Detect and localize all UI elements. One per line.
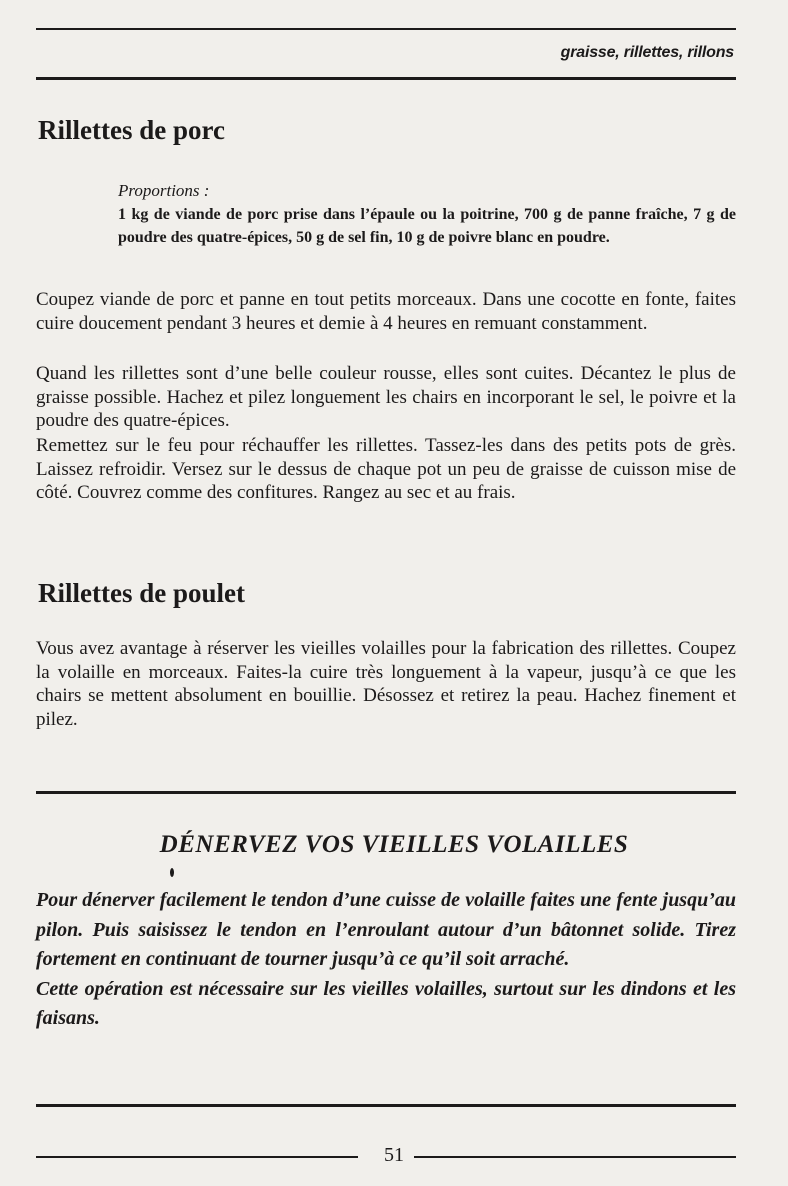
tip-text bbox=[36, 886, 736, 1034]
proportions-text: 1 kg de viande de porc prise dans l’épaule ou la poitrine, 700 g de panne fraîche, 7 g de poudre des quatre-épices, 50 g de sel fin, 10 g de poivre blanc en poudre. bbox=[118, 206, 736, 246]
header-rule bbox=[36, 77, 736, 80]
recipe-paragraph: Vous avez avantage à réserver les vieilles volailles pour la fabrication des rillettes. Coupez la volaille en morceaux. Faites-la cuire très longuement à la vapeur, jusqu’à ce que les chairs se mettent absolument en bouillie. Désossez et retirez la peau. Hachez finement et pilez. bbox=[36, 638, 736, 730]
tip-paragraph: Pour dénerver facilement le tendon d’une cuisse de volaille faites une fente jusqu’au pilon. Puis saisissez le tendon en l’enroulant autour d’un bâtonnet solide. Tirez fortement en continuant de tourner jusqu’à ce qu’il soit arraché. bbox=[36, 889, 736, 970]
recipe-title: Rillettes de poulet bbox=[38, 578, 245, 608]
top-rule bbox=[36, 28, 736, 30]
ink-speck bbox=[170, 868, 174, 877]
box-top-rule bbox=[36, 791, 736, 794]
recipe-paragraph: Remettez sur le feu pour réchauffer les rillettes. Tassez-les dans des petits pots de grès. Laissez refroidir. Versez sur le dessus de chaque pot un peu de graisse de cuisson mise de côté. Couvrez comme des confitures. Rangez au sec et au frais. bbox=[36, 435, 736, 504]
page-number: 51 bbox=[384, 1144, 404, 1166]
recipe-paragraph: Coupez viande de porc et panne en tout petits morceaux. Dans une cocotte en fonte, faites cuire doucement pendant 3 heures et demie à 4 heures en remuant constamment. bbox=[36, 289, 736, 334]
tip-paragraph: Cette opération est nécessaire sur les vieilles volailles, surtout sur les dindons et les faisans. bbox=[36, 977, 736, 1029]
recipe-title: Rillettes de porc bbox=[38, 115, 225, 145]
tip-title: DÉNERVEZ VOS VIEILLES VOLAILLES bbox=[159, 831, 629, 858]
box-bottom-rule bbox=[36, 1104, 736, 1107]
recipe-paragraph: Quand les rillettes sont d’une belle couleur rousse, elles sont cuites. Décantez le plus de graisse possible. Hachez et pilez longuement les chairs en incorporant le sel, le poivre et la poudre des quatre-épices. bbox=[36, 363, 736, 432]
proportions-label: Proportions : bbox=[118, 181, 210, 200]
running-head: graisse, rillettes, rillons bbox=[560, 44, 734, 61]
footer-line-right bbox=[414, 1156, 736, 1158]
